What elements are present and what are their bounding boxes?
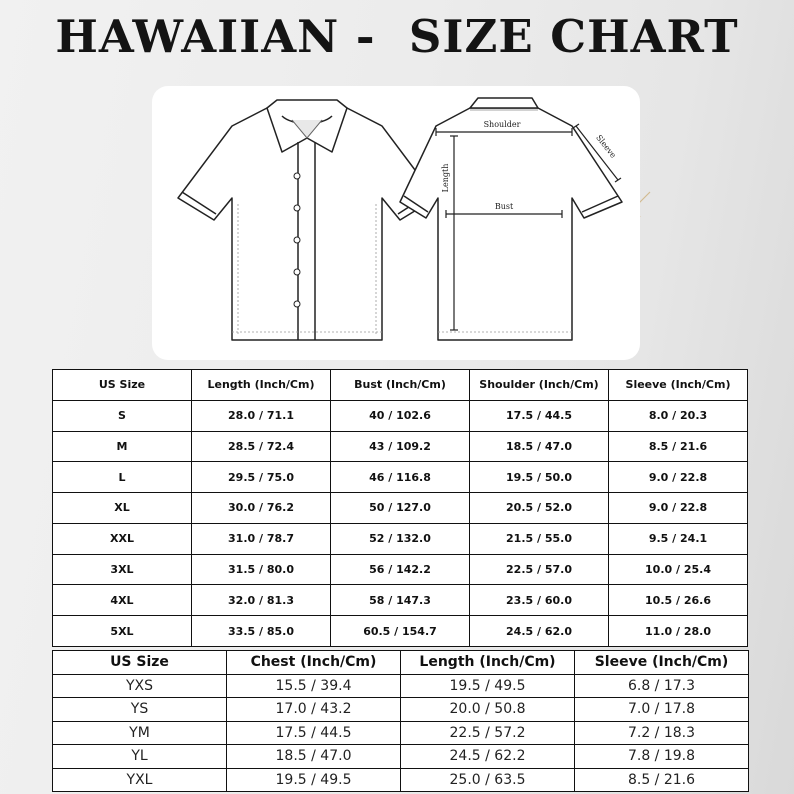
header-sleeve: Sleeve (Inch/Cm) [609,370,748,401]
sleeve-label: Sleeve [594,133,618,160]
header-us-size: US Size [53,651,227,675]
length-cell: 33.5 / 85.0 [192,616,331,647]
youth-size-table [52,650,749,792]
sleeve-cell: 10.5 / 26.6 [609,585,748,616]
table-row [53,768,749,792]
header-sleeve: Sleeve (Inch/Cm) [575,651,749,675]
adult-size-table [52,369,748,647]
size-cell: S [53,400,192,431]
page-title: HAWAIIAN - SIZE CHART [55,10,739,63]
length-cell: 29.5 / 75.0 [192,462,331,493]
size-cell: YM [53,721,227,745]
shirt-diagram [152,86,640,360]
bust-cell: 56 / 142.2 [331,554,470,585]
size-cell: M [53,431,192,462]
sleeve-cell: 9.0 / 22.8 [609,462,748,493]
header-length: Length (Inch/Cm) [192,370,331,401]
length-cell: 28.5 / 72.4 [192,431,331,462]
bust-cell: 50 / 127.0 [331,493,470,524]
table-row [53,616,748,647]
sleeve-cell: 9.0 / 22.8 [609,493,748,524]
sleeve-cell: 11.0 / 28.0 [609,616,748,647]
table-row [53,745,749,769]
chest-cell: 18.5 / 47.0 [227,745,401,769]
size-cell: YS [53,698,227,722]
table-row [53,698,749,722]
sleeve-cell: 8.5 / 21.6 [575,768,749,792]
bust-cell: 43 / 109.2 [331,431,470,462]
bust-cell: 52 / 132.0 [331,523,470,554]
shirt-front-illustration [178,100,436,340]
length-cell: 20.0 / 50.8 [401,698,575,722]
sleeve-cell: 8.5 / 21.6 [609,431,748,462]
sleeve-cell: 9.5 / 24.1 [609,523,748,554]
bust-cell: 60.5 / 154.7 [331,616,470,647]
sleeve-cell: 8.0 / 20.3 [609,400,748,431]
shoulder-cell: 19.5 / 50.0 [470,462,609,493]
table-row [53,462,748,493]
sleeve-cell: 6.8 / 17.3 [575,674,749,698]
length-cell: 19.5 / 49.5 [401,674,575,698]
size-cell: YL [53,745,227,769]
table-header-row [53,370,748,401]
length-cell: 32.0 / 81.3 [192,585,331,616]
length-cell: 25.0 / 63.5 [401,768,575,792]
header-shoulder: Shoulder (Inch/Cm) [470,370,609,401]
bust-cell: 46 / 116.8 [331,462,470,493]
size-cell: YXS [53,674,227,698]
size-cell: L [53,462,192,493]
shoulder-cell: 24.5 / 62.0 [470,616,609,647]
sleeve-cell: 10.0 / 25.4 [609,554,748,585]
sleeve-cell: 7.2 / 18.3 [575,721,749,745]
shoulder-cell: 21.5 / 55.0 [470,523,609,554]
size-cell: XL [53,493,192,524]
header-us-size: US Size [53,370,192,401]
chest-cell: 15.5 / 39.4 [227,674,401,698]
table-header-row [53,651,749,675]
shirt-back-illustration [400,98,622,340]
size-cell: 5XL [53,616,192,647]
size-cell: 3XL [53,554,192,585]
size-cell: YXL [53,768,227,792]
header-chest: Chest (Inch/Cm) [227,651,401,675]
length-cell: 28.0 / 71.1 [192,400,331,431]
chest-cell: 19.5 / 49.5 [227,768,401,792]
table-row [53,431,748,462]
shoulder-cell: 22.5 / 57.0 [470,554,609,585]
bust-cell: 40 / 102.6 [331,400,470,431]
shoulder-cell: 23.5 / 60.0 [470,585,609,616]
table-row [53,400,748,431]
table-row [53,493,748,524]
length-cell: 31.5 / 80.0 [192,554,331,585]
table-row [53,721,749,745]
chest-cell: 17.5 / 44.5 [227,721,401,745]
length-label: Length [441,163,450,193]
bust-label: Bust [494,202,514,211]
chest-cell: 17.0 / 43.2 [227,698,401,722]
sleeve-cell: 7.0 / 17.8 [575,698,749,722]
length-cell: 30.0 / 76.2 [192,493,331,524]
shoulder-cell: 17.5 / 44.5 [470,400,609,431]
table-row [53,674,749,698]
sleeve-cell: 7.8 / 19.8 [575,745,749,769]
shoulder-cell: 20.5 / 52.0 [470,493,609,524]
length-cell: 24.5 / 62.2 [401,745,575,769]
shoulder-label: Shoulder [483,120,521,129]
shoulder-cell: 18.5 / 47.0 [470,431,609,462]
bust-cell: 58 / 147.3 [331,585,470,616]
size-cell: 4XL [53,585,192,616]
length-cell: 31.0 / 78.7 [192,523,331,554]
size-cell: XXL [53,523,192,554]
header-bust: Bust (Inch/Cm) [331,370,470,401]
table-row [53,554,748,585]
length-cell: 22.5 / 57.2 [401,721,575,745]
header-length: Length (Inch/Cm) [401,651,575,675]
table-row [53,585,748,616]
table-row [53,523,748,554]
